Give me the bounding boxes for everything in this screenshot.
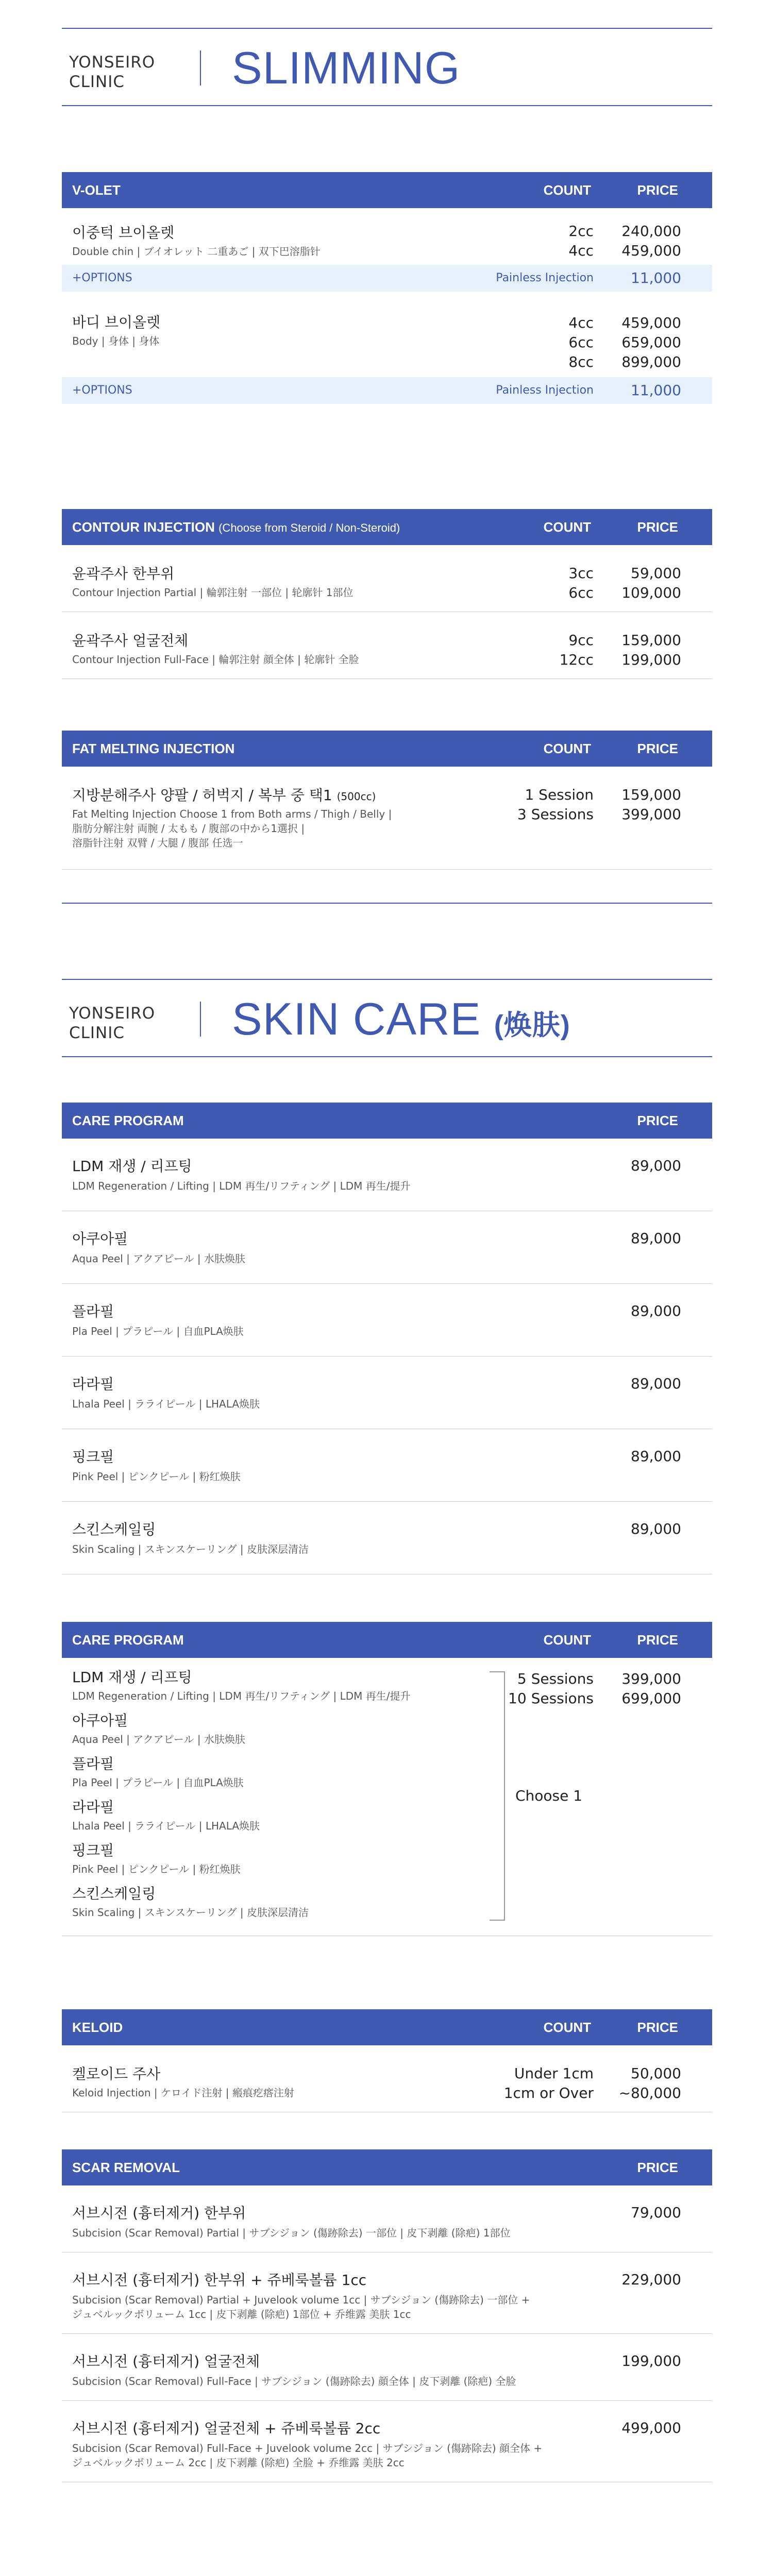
item-price: 159,000 399,000: [621, 786, 681, 823]
choose-label: Choose 1: [515, 1787, 583, 1804]
item-name: 스킨스케일링: [72, 1521, 156, 1538]
list-item: [62, 1357, 712, 1429]
section-header: [62, 509, 712, 545]
item-desc: Pla Peel | プラピール | 自血PLA焕肤: [72, 1776, 244, 1789]
item-price: 89,000: [631, 1520, 681, 1537]
contour-section: [62, 509, 712, 679]
list-item: [62, 292, 712, 377]
item-desc: Pink Peel | ピンクピール | 粉红焕肤: [72, 1470, 241, 1483]
item-price: 159,000 199,000: [621, 632, 681, 668]
item-price: 59,000 109,000: [621, 565, 681, 601]
item-count: 4cc 6cc 8cc: [568, 314, 594, 370]
item-price: 240,000 459,000: [621, 223, 681, 259]
item-price: 89,000: [631, 1230, 681, 1247]
divider: [200, 50, 201, 86]
list-item: [62, 1284, 712, 1357]
count-header: COUNT: [543, 1632, 591, 1648]
item-name: 라라필: [72, 1376, 114, 1393]
option-label: +OPTIONS: [72, 272, 132, 284]
item-desc: Body | 身体 | 身体: [72, 335, 160, 347]
item-price: 79,000: [631, 2204, 681, 2221]
item-name: 라라필: [72, 1799, 114, 1816]
item-name: 서브시전 (흉터제거) 얼굴전체 + 쥬베룩볼륨 2cc: [72, 2420, 381, 2437]
item-name: 핑크필: [72, 1448, 114, 1465]
section-header: [62, 731, 712, 767]
item-name: 서브시전 (흉터제거) 한부위 + 쥬베룩볼륨 1cc: [72, 2272, 367, 2289]
price-header: PRICE: [637, 2020, 678, 2035]
section-title: CARE PROGRAM: [72, 1113, 184, 1128]
item-price: 229,000: [621, 2271, 681, 2288]
package-block: [62, 1658, 712, 1936]
list-item: [62, 1502, 712, 1574]
price-header: PRICE: [637, 2160, 678, 2175]
item-name: 서브시전 (흉터제거) 얼굴전체: [72, 2353, 260, 2370]
item-desc: LDM Regeneration / Lifting | LDM 再生/リフティング | LDM 再生/提升: [72, 1180, 411, 1192]
item-name: 핑크필: [72, 1842, 114, 1859]
price-header: PRICE: [637, 1632, 678, 1648]
item-count: 2cc 4cc: [568, 223, 594, 259]
care-program-section: [62, 1103, 712, 1574]
item-count: Under 1cm 1cm or Over: [503, 2065, 594, 2102]
price-header: PRICE: [637, 182, 678, 198]
item-name: 스킨스케일링: [72, 1885, 156, 1902]
item-desc: Subcision (Scar Removal) Full-Face | サブシジョン (傷跡除去) 顔全体 | 皮下剥離 (除疤) 全脸: [72, 2375, 516, 2387]
section-header: [62, 1622, 712, 1658]
item-desc: Subcision (Scar Removal) Partial | サブシジョン (傷跡除去) 一部位 | 皮下剥離 (除疤) 1部位: [72, 2227, 511, 2239]
item-name: 윤곽주사 얼굴전체: [72, 632, 189, 649]
item-name: 플라필: [72, 1303, 114, 1320]
option-note: Painless Injection: [496, 384, 594, 397]
skincare-header: [62, 979, 712, 1057]
item-desc: Pla Peel | プラピール | 自血PLA焕肤: [72, 1325, 244, 1337]
volet-section: [62, 172, 712, 404]
list-item: [62, 2334, 712, 2401]
item-price: 499,000: [621, 2419, 681, 2436]
option-label: +OPTIONS: [72, 384, 132, 397]
item-name: 지방분해주사 양팔 / 허벅지 / 복부 중 택1 (500cc): [72, 787, 376, 804]
item-count: 1 Session 3 Sessions: [517, 786, 594, 823]
item-name: LDM 재생 / 리프팅: [72, 1158, 192, 1175]
option-note: Painless Injection: [496, 272, 594, 284]
list-item: [62, 1211, 712, 1284]
list-item: [62, 612, 712, 679]
item-count: 5 Sessions 10 Sessions: [508, 1670, 594, 1707]
item-price: 199,000: [621, 2352, 681, 2369]
item-name: 서브시전 (흉터제거) 한부위: [72, 2205, 246, 2222]
item-desc: Aqua Peel | アクアピール | 水肤焕肤: [72, 1252, 245, 1265]
item-name: 윤곽주사 한부위: [72, 565, 175, 582]
item-name: LDM 재생 / 리프팅: [72, 1669, 192, 1686]
section-title: SCAR REMOVAL: [72, 2160, 180, 2175]
list-item: [62, 545, 712, 612]
list-item: [62, 2252, 712, 2334]
item-desc: Skin Scaling | スキンスケーリング | 皮肤深层清洁: [72, 1906, 309, 1919]
bracket: [490, 1671, 505, 1921]
item-desc: Contour Injection Full-Face | 輪郭注射 顔全体 | 轮廓针 全脸: [72, 653, 359, 666]
section-title: CARE PROGRAM: [72, 1632, 184, 1648]
list-item: [62, 767, 712, 870]
item-price: 399,000 699,000: [621, 1670, 681, 1707]
item-count: 9cc 12cc: [559, 632, 594, 668]
count-header: COUNT: [543, 2020, 591, 2035]
section-title: FAT MELTING INJECTION: [72, 741, 235, 756]
list-item: [62, 2401, 712, 2482]
price-header: PRICE: [637, 519, 678, 535]
page-title: SKIN CARE (焕肤): [232, 993, 570, 1044]
price-header: PRICE: [637, 1113, 678, 1128]
count-header: COUNT: [543, 741, 591, 756]
item-name: 켈로이드 주사: [72, 2065, 161, 2082]
keloid-section: [62, 2009, 712, 2112]
item-price: 459,000 659,000 899,000: [621, 314, 681, 370]
section-title: V-OLET: [72, 182, 121, 198]
list-item: [62, 2045, 712, 2112]
item-desc: Fat Melting Injection Choose 1 from Both arms / Thigh / Belly | 脂肪分解注射 両腕 / 太もも / 腹部の中から1選択 | 溶脂针注射 双臂 / 大腿 / 腹部 任选一: [72, 808, 392, 849]
fat-melting-section: [62, 731, 712, 870]
item-desc: Double chin | ブイオレット 二重あご | 双下巴溶脂针: [72, 245, 321, 258]
section-header: [62, 172, 712, 208]
item-desc: Lhala Peel | ラライピール | LHALA焕肤: [72, 1398, 260, 1410]
item-desc: Subcision (Scar Removal) Full-Face + Juvelook volume 2cc | サブシジョン (傷跡除去) 顔全体 + ジュベルックボリューム 2cc | 皮下剥離 (除疤) 全脸 + 乔维露 美肤 2cc: [72, 2442, 543, 2469]
item-desc: Lhala Peel | ラライピール | LHALA焕肤: [72, 1820, 260, 1832]
slimming-header: [62, 28, 712, 106]
option-price: 11,000: [631, 269, 681, 286]
page-title: SLIMMING: [232, 42, 461, 93]
option-row: [62, 265, 712, 292]
item-desc: Keloid Injection | ケロイド注射 | 瘢痕疙瘩注射: [72, 2087, 294, 2099]
item-price: 89,000: [631, 1157, 681, 1174]
price-header: PRICE: [637, 741, 678, 756]
list-item: [62, 208, 712, 265]
list-item: [62, 2185, 712, 2252]
item-name: 아쿠아필: [72, 1712, 128, 1729]
divider: [62, 903, 712, 904]
divider: [200, 1002, 201, 1037]
section-title: CONTOUR INJECTION (Choose from Steroid / Non-Steroid): [72, 519, 400, 535]
list-item: [62, 1429, 712, 1502]
care-program-package-section: [62, 1622, 712, 1936]
count-header: COUNT: [543, 519, 591, 535]
scar-removal-section: [62, 2149, 712, 2482]
item-desc: Aqua Peel | アクアピール | 水肤焕肤: [72, 1733, 245, 1745]
item-name: 바디 브이올렛: [72, 314, 161, 331]
section-header: [62, 2149, 712, 2185]
item-desc: LDM Regeneration / Lifting | LDM 再生/リフティング | LDM 再生/提升: [72, 1690, 411, 1702]
item-price: 89,000: [631, 1448, 681, 1465]
item-name: 플라필: [72, 1755, 114, 1772]
count-header: COUNT: [543, 182, 591, 198]
section-header: [62, 2009, 712, 2045]
item-desc: Pink Peel | ピンクピール | 粉红焕肤: [72, 1863, 241, 1875]
item-price: 89,000: [631, 1302, 681, 1319]
option-row: [62, 377, 712, 404]
item-price: 50,000 ~80,000: [618, 2065, 681, 2102]
item-name: 이중턱 브이올렛: [72, 224, 175, 241]
clinic-logo: YONSEIRO CLINIC: [69, 1004, 156, 1042]
section-title: KELOID: [72, 2020, 123, 2035]
list-item: [62, 1139, 712, 1211]
item-desc: Skin Scaling | スキンスケーリング | 皮肤深层清洁: [72, 1543, 309, 1555]
item-price: 89,000: [631, 1375, 681, 1392]
clinic-logo: YONSEIRO CLINIC: [69, 53, 156, 91]
item-count: 3cc 6cc: [568, 565, 594, 601]
item-desc: Contour Injection Partial | 輪郭注射 一部位 | 轮廓针 1部位: [72, 586, 354, 599]
section-header: [62, 1103, 712, 1139]
option-price: 11,000: [631, 382, 681, 399]
item-name: 아쿠아필: [72, 1230, 128, 1247]
item-desc: Subcision (Scar Removal) Partial + Juvelook volume 1cc | サブシジョン (傷跡除去) 一部位 + ジュベルックボリューム 1cc | 皮下剥離 (除疤) 1部位 + 乔维露 美肤 1cc: [72, 2294, 530, 2320]
